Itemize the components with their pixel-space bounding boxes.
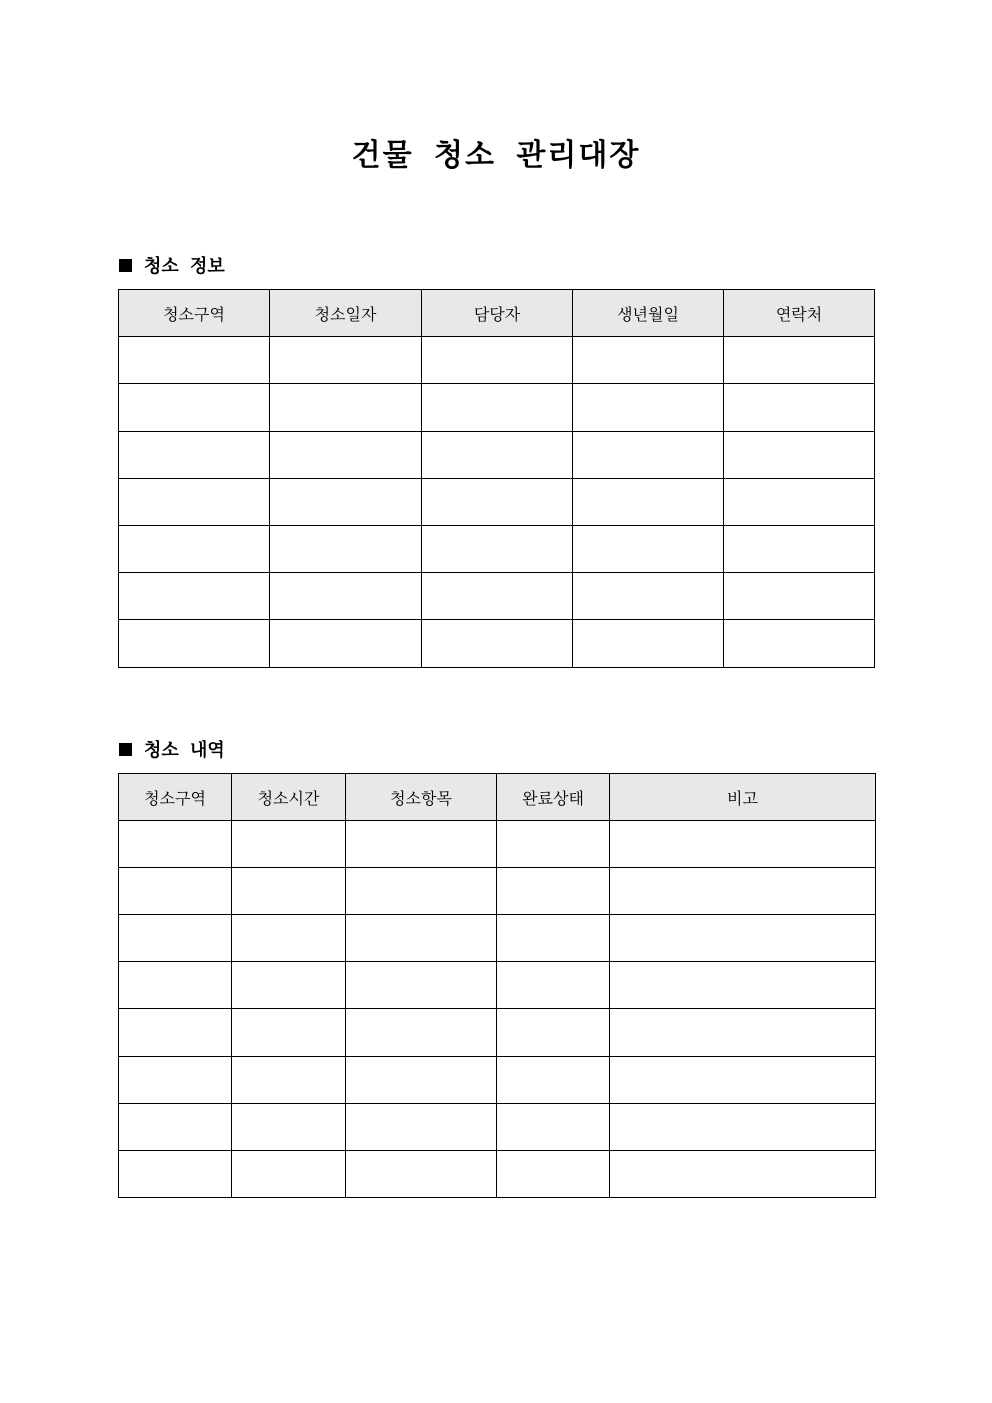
column-header-cleaning-time: 청소시간 — [232, 774, 346, 821]
table-cell[interactable] — [119, 573, 270, 620]
table-cell[interactable] — [119, 620, 270, 667]
table-row — [119, 384, 875, 431]
table-cell[interactable] — [610, 915, 876, 962]
table-cell[interactable] — [270, 478, 422, 525]
table-cell[interactable] — [610, 1150, 876, 1197]
column-header-cleaning-date: 청소일자 — [270, 290, 422, 337]
table-cell[interactable] — [119, 821, 232, 868]
column-header-remarks: 비고 — [610, 774, 876, 821]
cleaning-info-table — [118, 289, 875, 668]
table-cell[interactable] — [346, 1056, 497, 1103]
table-cell[interactable] — [119, 337, 270, 384]
column-header-cleaning-item: 청소항목 — [346, 774, 497, 821]
table-cell[interactable] — [610, 821, 876, 868]
table-cell[interactable] — [422, 573, 573, 620]
square-bullet-icon — [119, 259, 132, 272]
column-header-contact: 연락처 — [724, 290, 875, 337]
table-cell[interactable] — [119, 1009, 232, 1056]
table-cell[interactable] — [724, 573, 875, 620]
table-row — [119, 1150, 876, 1197]
table-row — [119, 525, 875, 572]
table-cell[interactable] — [119, 915, 232, 962]
table-cell[interactable] — [232, 1009, 346, 1056]
table-cell[interactable] — [497, 1056, 610, 1103]
table-row — [119, 868, 876, 915]
table-row — [119, 962, 876, 1009]
table-cell[interactable] — [573, 431, 724, 478]
table-cell[interactable] — [119, 384, 270, 431]
table-cell[interactable] — [497, 915, 610, 962]
table-cell[interactable] — [119, 962, 232, 1009]
table-cell[interactable] — [232, 821, 346, 868]
table-cell[interactable] — [573, 573, 724, 620]
table-cell[interactable] — [119, 1056, 232, 1103]
table-cell[interactable] — [610, 962, 876, 1009]
section-heading-label: 청소 정보 — [144, 256, 225, 277]
cleaning-history-table-body — [119, 821, 876, 1198]
table-cell[interactable] — [573, 384, 724, 431]
table-cell[interactable] — [724, 620, 875, 667]
table-cell[interactable] — [497, 1150, 610, 1197]
table-cell[interactable] — [497, 868, 610, 915]
table-cell[interactable] — [232, 868, 346, 915]
cleaning-history-table — [118, 773, 876, 1198]
table-cell[interactable] — [346, 1103, 497, 1150]
table-cell[interactable] — [346, 1150, 497, 1197]
table-cell[interactable] — [270, 431, 422, 478]
table-row — [119, 1103, 876, 1150]
table-cell[interactable] — [270, 337, 422, 384]
table-cell[interactable] — [724, 384, 875, 431]
table-cell[interactable] — [119, 478, 270, 525]
table-row — [119, 337, 875, 384]
table-cell[interactable] — [232, 1056, 346, 1103]
column-header-cleaning-area: 청소구역 — [119, 290, 270, 337]
table-cell[interactable] — [346, 821, 497, 868]
table-row — [119, 821, 876, 868]
table-row — [119, 573, 875, 620]
table-cell[interactable] — [610, 1056, 876, 1103]
table-cell[interactable] — [270, 525, 422, 572]
table-cell[interactable] — [724, 478, 875, 525]
table-cell[interactable] — [119, 431, 270, 478]
column-header-completion-status: 완료상태 — [497, 774, 610, 821]
column-header-birth-date: 생년월일 — [573, 290, 724, 337]
table-cell[interactable] — [573, 620, 724, 667]
section-heading-cleaning-history — [119, 737, 225, 761]
table-cell[interactable] — [346, 1009, 497, 1056]
table-cell[interactable] — [232, 962, 346, 1009]
table-cell[interactable] — [422, 384, 573, 431]
table-cell[interactable] — [119, 525, 270, 572]
table-cell[interactable] — [346, 868, 497, 915]
table-cell[interactable] — [232, 1150, 346, 1197]
table-cell[interactable] — [270, 384, 422, 431]
table-cell[interactable] — [119, 1150, 232, 1197]
table-cell[interactable] — [497, 962, 610, 1009]
table-cell[interactable] — [232, 915, 346, 962]
table-cell[interactable] — [119, 1103, 232, 1150]
table-cell[interactable] — [724, 337, 875, 384]
table-cell[interactable] — [270, 573, 422, 620]
table-header-row — [119, 774, 876, 821]
table-cell[interactable] — [573, 478, 724, 525]
table-row — [119, 1056, 876, 1103]
table-cell[interactable] — [610, 1103, 876, 1150]
column-header-cleaning-area: 청소구역 — [119, 774, 232, 821]
section-heading-label: 청소 내역 — [144, 740, 225, 761]
table-row — [119, 431, 875, 478]
table-row — [119, 478, 875, 525]
square-bullet-icon — [119, 743, 132, 756]
table-cell[interactable] — [422, 525, 573, 572]
table-cell[interactable] — [724, 525, 875, 572]
table-cell[interactable] — [573, 525, 724, 572]
table-cell[interactable] — [232, 1103, 346, 1150]
table-cell[interactable] — [497, 1009, 610, 1056]
column-header-person-in-charge: 담당자 — [422, 290, 573, 337]
table-cell[interactable] — [497, 821, 610, 868]
cleaning-info-table-body — [119, 337, 875, 667]
page-title: 건물 청소 관리대장 — [351, 138, 641, 173]
table-cell[interactable] — [497, 1103, 610, 1150]
table-cell[interactable] — [610, 868, 876, 915]
table-cell[interactable] — [724, 431, 875, 478]
section-heading-cleaning-info — [119, 253, 225, 277]
table-cell[interactable] — [270, 620, 422, 667]
table-row — [119, 620, 875, 667]
table-cell[interactable] — [422, 431, 573, 478]
table-cell[interactable] — [346, 962, 497, 1009]
table-cell[interactable] — [346, 915, 497, 962]
table-cell[interactable] — [610, 1009, 876, 1056]
table-row — [119, 915, 876, 962]
table-cell[interactable] — [119, 868, 232, 915]
table-cell[interactable] — [422, 620, 573, 667]
table-cell[interactable] — [422, 478, 573, 525]
table-row — [119, 1009, 876, 1056]
table-cell[interactable] — [422, 337, 573, 384]
table-header-row — [119, 290, 875, 337]
table-cell[interactable] — [573, 337, 724, 384]
